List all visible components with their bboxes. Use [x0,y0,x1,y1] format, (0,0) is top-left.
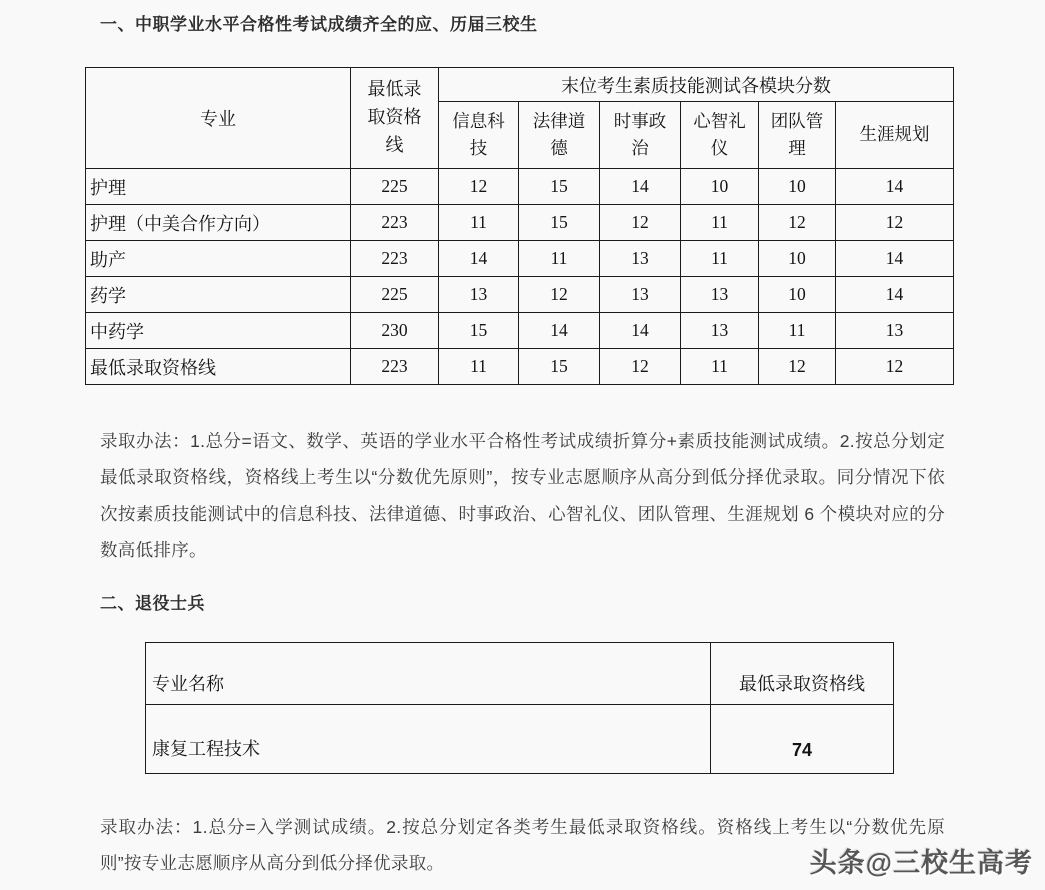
major-cell: 康复工程技术 [146,704,711,773]
major-cell: 最低录取资格线 [86,349,351,385]
score-cell: 13 [681,277,759,313]
score-cell: 14 [836,277,954,313]
score-cell: 223 [351,205,439,241]
score-cell: 11 [759,313,836,349]
score-cell: 14 [439,241,519,277]
col-header-min-line: 最低录取资格线 [351,68,439,169]
col-header-modules-span: 末位考生素质技能测试各模块分数 [439,68,954,102]
table-row [86,205,954,241]
score-cell: 12 [439,169,519,205]
score-cell: 14 [600,313,681,349]
score-cell: 15 [519,349,600,385]
score-cell: 14 [519,313,600,349]
major-cell: 护理 [86,169,351,205]
score-cell: 11 [681,205,759,241]
score-cell: 12 [759,205,836,241]
score-cell: 14 [600,169,681,205]
score-cell: 12 [600,205,681,241]
major-cell: 中药学 [86,313,351,349]
major-cell: 护理（中美合作方向） [86,205,351,241]
score-cell: 15 [519,205,600,241]
score-cell: 10 [759,277,836,313]
score-cell: 12 [836,349,954,385]
score-cell: 13 [836,313,954,349]
col-header-module: 时事政治 [600,102,681,169]
score-cell: 11 [681,241,759,277]
table-row [86,241,954,277]
score-cell: 11 [439,205,519,241]
score-cell: 225 [351,169,439,205]
score-cell: 11 [439,349,519,385]
score-cell: 11 [681,349,759,385]
score-cell: 13 [600,277,681,313]
table-row [146,704,894,773]
score-cell: 223 [351,241,439,277]
score-cell: 12 [836,205,954,241]
scores-table-header [86,68,954,169]
table-row [86,277,954,313]
col-header-min-line-2: 最低录取资格线 [711,642,894,704]
score-cell: 15 [439,313,519,349]
score-cell: 13 [439,277,519,313]
score-cell: 10 [759,241,836,277]
veterans-table-body [146,704,894,773]
score-cell: 14 [836,169,954,205]
col-header-module: 心智礼仪 [681,102,759,169]
col-header-module: 团队管理 [759,102,836,169]
score-cell: 10 [759,169,836,205]
score-cell: 10 [681,169,759,205]
scores-table-body [86,169,954,385]
admission-note-section2: 录取办法：1.总分=入学测试成绩。2.按总分划定各类考生最低录取资格线。资格线上考生以“分数优先原则”按专业志愿顺序从高分到低分择优录取。 [100,816,945,873]
section2-heading: 二、退役士兵 [100,593,205,613]
section1-heading: 一、中职学业水平合格性考试成绩齐全的应、历届三校生 [100,15,538,34]
major-cell: 助产 [86,241,351,277]
min-line-cell: 74 [711,704,894,773]
veterans-table [145,642,894,774]
table-row [86,349,954,385]
col-header-module: 法律道德 [519,102,600,169]
veterans-table-header [146,642,894,704]
score-cell: 223 [351,349,439,385]
scores-table [85,67,954,385]
score-cell: 12 [519,277,600,313]
major-cell: 药学 [86,277,351,313]
table-row [86,169,954,205]
score-cell: 14 [836,241,954,277]
col-header-module: 生涯规划 [836,102,954,169]
score-cell: 13 [600,241,681,277]
score-cell: 13 [681,313,759,349]
score-cell: 225 [351,277,439,313]
col-header-major-name: 专业名称 [146,642,711,704]
score-cell: 230 [351,313,439,349]
score-cell: 12 [759,349,836,385]
col-header-major: 专业 [86,68,351,169]
score-cell: 12 [600,349,681,385]
col-header-module: 信息科技 [439,102,519,169]
watermark-credit: 头条@三校生高考 [809,848,1033,878]
admission-note-section1: 录取办法：1.总分=语文、数学、英语的学业水平合格性考试成绩折算分+素质技能测试成绩。2.按总分划定最低录取资格线，资格线上考生以“分数优先原则”，按专业志愿顺序从高分到低分择优录取。同分情况下依次按素质技能测试中的信息科技、法律道德、时事政治、心智礼仪、团队管理、生涯规划 6 个模块对应的分数高低排序。 [100,431,945,561]
table-row [86,313,954,349]
score-cell: 11 [519,241,600,277]
score-cell: 15 [519,169,600,205]
